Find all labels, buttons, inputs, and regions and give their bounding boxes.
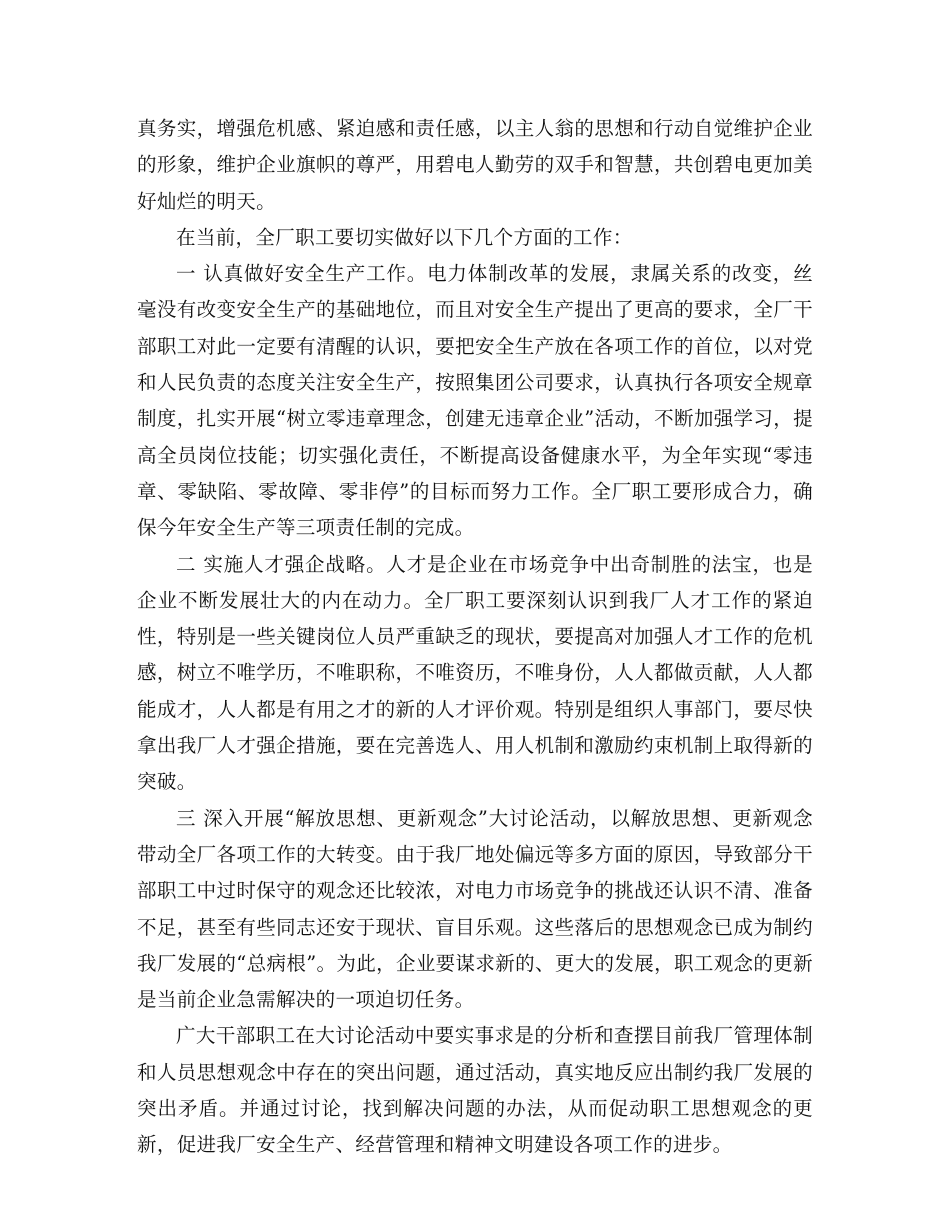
paragraph-conclusion: 广大干部职工在大讨论活动中要实事求是的分析和查摆目前我厂管理体制和人员思想观念中存在的突出问题，通过活动，真实地反应出制约我厂发展的突出矛盾。并通过讨论，找到解决问题的办法，从而促动职工思想观念的更新，促进我厂安全生产、经营管理和精神文明建设各项工作的进步。 <box>137 1024 813 1157</box>
paragraph-continuation: 真务实，增强危机感、紧迫感和责任感，以主人翁的思想和行动自觉维护企业的形象，维护企业旗帜的尊严，用碧电人勤劳的双手和智慧，共创碧电更加美好灿烂的明天。 <box>137 117 813 213</box>
document-body <box>137 111 813 1164</box>
paragraph-discussion-activity: 三 深入开展“解放思想、更新观念”大讨论活动，以解放思想、更新观念带动全厂各项工作的大转变。由于我厂地处偏远等多方面的原因，导致部分干部职工中过时保守的观念还比较浓，对电力市场竞争的挑战还认识不清、准备不足，甚至有些同志还安于现状、盲目乐观。这些落后的思想观念已成为制约我厂发展的“总病根”。为此，企业要谋求新的、更大的发展，职工观念的更新是当前企业急需解决的一项迫切任务。 <box>137 806 813 1012</box>
paragraph-talent-strategy: 二 实施人才强企战略。人才是企业在市场竞争中出奇制胜的法宝，也是企业不断发展壮大的内在动力。全厂职工要深刻认识到我厂人才工作的紧迫性，特别是一些关键岗位人员严重缺乏的现状，要提高对加强人才工作的危机感，树立不唯学历，不唯职称，不唯资历，不唯身份，人人都做贡献，人人都能成才，人人都是有用之才的新的人才评价观。特别是组织人事部门，要尽快拿出我厂人才强企措施，要在完善选人、用人机制和激励约束机制上取得新的突破。 <box>137 552 813 794</box>
paragraph-intro: 在当前，全厂职工要切实做好以下几个方面的工作： <box>176 225 633 249</box>
paragraph-safety-production: 一 认真做好安全生产工作。电力体制改革的发展，隶属关系的改变，丝毫没有改变安全生产的基础地位，而且对安全生产提出了更高的要求，全厂干部职工对此一定要有清醒的认识，要把安全生产放在各项工作的首位，以对党和人民负责的态度关注安全生产，按照集团公司要求，认真执行各项安全规章制度，扎实开展“树立零违章理念，创建无违章企业”活动，不断加强学习，提高全员岗位技能；切实强化责任，不断提高设备健康水平，为全年实现“零违章、零缺陷、零故障、零非停”的目标而努力工作。全厂职工要形成合力，确保今年安全生产等三项责任制的完成。 <box>137 262 813 540</box>
